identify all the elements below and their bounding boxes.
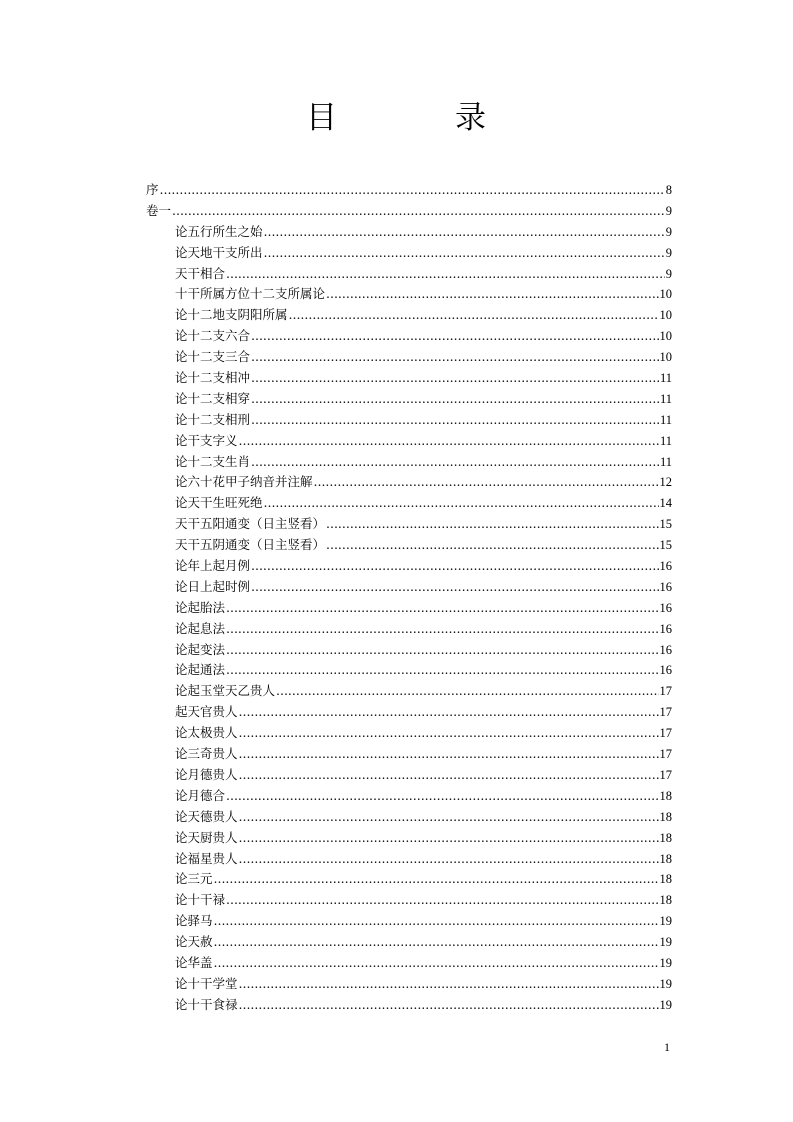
toc-entry[interactable] <box>146 598 672 619</box>
toc-entry-page: 16 <box>659 642 672 657</box>
toc-entry-page: 10 <box>659 329 672 344</box>
toc-dot-leader <box>239 744 659 765</box>
toc-entry-label: 论三元 <box>175 871 213 887</box>
toc-entry-page: 10 <box>659 308 672 323</box>
toc-entry[interactable] <box>146 431 672 452</box>
toc-dot-leader <box>239 849 659 870</box>
toc-entry-label: 论日上起时例 <box>175 578 251 594</box>
toc-entry[interactable] <box>146 389 672 410</box>
toc-entry[interactable] <box>146 953 672 974</box>
toc-entry-page: 17 <box>659 684 672 699</box>
toc-entry-label: 天干五阳通变（日主竖看） <box>175 516 326 532</box>
toc-entry-page: 8 <box>665 183 672 197</box>
toc-entry-label: 论天干生旺死绝 <box>175 495 263 511</box>
toc-entry-label: 序 <box>146 182 159 197</box>
toc-entry[interactable] <box>146 786 672 807</box>
title-char-2: 录 <box>455 100 486 136</box>
toc-entry-page: 9 <box>665 245 672 260</box>
toc-dot-leader <box>251 577 658 598</box>
toc-entry-label: 论十二地支阴阳所属 <box>175 307 288 323</box>
toc-entry[interactable] <box>146 305 672 326</box>
toc-entry-label: 论十二支相穿 <box>175 390 251 406</box>
title-char-1: 目 <box>306 100 337 136</box>
toc-dot-leader <box>314 472 659 493</box>
toc-entry-page: 19 <box>659 976 672 991</box>
toc-entry[interactable] <box>146 577 672 598</box>
toc-entry-page: 19 <box>659 914 672 929</box>
toc-dot-leader <box>326 284 658 305</box>
toc-entry-label: 论年上起月例 <box>175 558 251 574</box>
toc-entry-page: 18 <box>659 851 672 866</box>
toc-entry[interactable] <box>146 410 672 431</box>
toc-entry-page: 10 <box>659 350 672 365</box>
toc-entry-page: 11 <box>659 412 672 427</box>
toc-entry-page: 16 <box>659 600 672 615</box>
toc-entry-page: 19 <box>659 955 672 970</box>
toc-entry-label: 论十二支相冲 <box>175 370 251 386</box>
toc-dot-leader <box>251 410 659 431</box>
toc-dot-leader <box>326 514 658 535</box>
toc-entry-label: 论十二支六合 <box>175 328 251 344</box>
toc-entry-label: 论五行所生之始 <box>175 223 263 239</box>
toc-entry-label: 论十干食禄 <box>175 996 238 1012</box>
toc-dot-leader <box>214 953 659 974</box>
toc-entry-label: 天干相合 <box>175 265 226 281</box>
toc-dot-leader <box>214 932 659 953</box>
toc-entry[interactable] <box>146 347 672 368</box>
toc-entry-page: 12 <box>659 475 672 490</box>
toc-dot-leader <box>264 222 665 243</box>
toc-dot-leader <box>226 264 665 285</box>
toc-entry-label: 论福星贵人 <box>175 850 238 866</box>
toc-entry-page: 18 <box>659 872 672 887</box>
toc-entry-page: 18 <box>659 830 672 845</box>
toc-entry-label: 论十干禄 <box>175 892 226 908</box>
toc-dot-leader <box>251 556 658 577</box>
toc-entry-label: 论月德合 <box>175 787 226 803</box>
toc-entry-page: 19 <box>659 997 672 1012</box>
toc-entry-label: 论天厨贵人 <box>175 829 238 845</box>
toc-entry[interactable] <box>146 472 672 493</box>
toc-dot-leader <box>239 807 659 828</box>
toc-entry[interactable] <box>146 869 672 890</box>
toc-entry-label: 论十二支相刑 <box>175 411 251 427</box>
toc-dot-leader <box>264 243 665 264</box>
toc-entry-label: 论起变法 <box>175 641 226 657</box>
toc-entry-page: 11 <box>659 433 672 448</box>
toc-entry[interactable] <box>146 493 672 514</box>
toc-entry-label: 论月德贵人 <box>175 766 238 782</box>
toc-entry[interactable] <box>146 326 672 347</box>
toc-entry-label: 论起通法 <box>175 662 226 678</box>
toc-entry[interactable] <box>146 932 672 953</box>
toc-entry[interactable] <box>146 744 672 765</box>
toc-entry[interactable] <box>146 995 672 1016</box>
toc-entry-label: 论天德贵人 <box>175 808 238 824</box>
toc-dot-leader <box>251 368 659 389</box>
toc-dot-leader <box>239 431 659 452</box>
toc-entry-page: 9 <box>665 266 672 281</box>
toc-entry-label: 起天官贵人 <box>175 704 238 720</box>
toc-entry-label: 论三奇贵人 <box>175 746 238 762</box>
toc-dot-leader <box>226 598 658 619</box>
toc-dot-leader <box>264 493 659 514</box>
toc-dot-leader <box>239 995 659 1016</box>
toc-entry-page: 11 <box>659 371 672 386</box>
toc-entry-page: 16 <box>659 559 672 574</box>
toc-entry-label: 天干五阴通变（日主竖看） <box>175 537 326 553</box>
toc-entry-page: 9 <box>665 203 672 218</box>
toc-dot-leader <box>239 765 659 786</box>
toc-entry-page: 16 <box>659 579 672 594</box>
toc-entry-label: 论十二支三合 <box>175 349 251 365</box>
toc-entry-page: 18 <box>659 893 672 908</box>
toc-entry[interactable] <box>146 368 672 389</box>
toc-entry[interactable] <box>146 264 672 285</box>
toc-dot-leader <box>251 389 659 410</box>
toc-dot-leader <box>289 305 659 326</box>
toc-dot-leader <box>214 869 659 890</box>
toc-entry-page: 14 <box>659 496 672 511</box>
toc-dot-leader <box>239 974 659 995</box>
toc-entry-page: 10 <box>659 287 672 302</box>
toc-entry-label: 论起息法 <box>175 620 226 636</box>
page-number: 1 <box>664 1040 670 1054</box>
toc-entry[interactable] <box>146 890 672 911</box>
toc-dot-leader <box>226 660 658 681</box>
toc-dot-leader <box>226 786 658 807</box>
toc-entry[interactable] <box>146 556 672 577</box>
toc-entry[interactable] <box>146 284 672 305</box>
toc-dot-leader <box>239 702 659 723</box>
toc-dot-leader <box>214 911 659 932</box>
toc-entry[interactable] <box>146 619 672 640</box>
toc-entry[interactable] <box>146 723 672 744</box>
toc-entry[interactable] <box>146 765 672 786</box>
toc-entry[interactable] <box>146 681 672 702</box>
toc-entry[interactable] <box>146 849 672 870</box>
toc-dot-leader <box>276 681 658 702</box>
toc-entry[interactable] <box>146 452 672 473</box>
toc-entry-page: 11 <box>659 391 672 406</box>
toc-entry-page: 18 <box>659 809 672 824</box>
toc-entry[interactable] <box>146 243 672 264</box>
toc-entry-label: 论六十花甲子纳音并注解 <box>175 474 313 490</box>
toc-entry[interactable] <box>146 974 672 995</box>
toc-entry[interactable] <box>146 180 672 201</box>
toc-dot-leader <box>251 347 658 368</box>
toc-entry-page: 16 <box>659 621 672 636</box>
toc-entry-label: 论太极贵人 <box>175 725 238 741</box>
toc-entry-page: 18 <box>659 788 672 803</box>
toc-dot-leader <box>226 619 658 640</box>
toc-entry[interactable] <box>146 702 672 723</box>
toc-entry-label: 论十干学堂 <box>175 975 238 991</box>
toc-entry-page: 15 <box>659 538 672 553</box>
toc-dot-leader <box>239 723 659 744</box>
toc-dot-leader <box>251 452 659 473</box>
toc-dot-leader <box>226 640 658 661</box>
toc-entry-page: 16 <box>659 663 672 678</box>
toc-entry-label: 论天地干支所出 <box>175 244 263 260</box>
table-of-contents <box>146 180 672 1016</box>
toc-entry[interactable] <box>146 640 672 661</box>
toc-entry[interactable] <box>146 660 672 681</box>
toc-entry[interactable] <box>146 911 672 932</box>
toc-entry[interactable] <box>146 514 672 535</box>
toc-dot-leader <box>326 535 658 556</box>
toc-entry-label: 论天赦 <box>175 934 213 950</box>
toc-entry-label: 论起玉堂天乙贵人 <box>175 683 276 699</box>
toc-entry-page: 15 <box>659 517 672 532</box>
toc-entry[interactable] <box>146 201 672 222</box>
toc-entry-label: 十干所属方位十二支所属论 <box>175 286 326 302</box>
toc-entry-page: 17 <box>659 726 672 741</box>
toc-entry-label: 论干支字义 <box>175 432 238 448</box>
toc-entry[interactable] <box>146 535 672 556</box>
toc-dot-leader <box>226 890 658 911</box>
toc-entry-page: 19 <box>659 935 672 950</box>
toc-entry-page: 17 <box>659 705 672 720</box>
toc-entry-page: 9 <box>665 224 672 239</box>
toc-entry-label: 论华盖 <box>175 954 213 970</box>
toc-dot-leader <box>251 326 658 347</box>
page-title <box>0 96 793 140</box>
toc-dot-leader <box>239 828 659 849</box>
toc-entry-label: 卷一 <box>146 202 172 218</box>
toc-entry-page: 17 <box>659 747 672 762</box>
toc-entry-label: 论驿马 <box>175 913 213 929</box>
toc-dot-leader <box>160 180 665 201</box>
toc-entry-page: 11 <box>659 454 672 469</box>
toc-entry-page: 17 <box>659 767 672 782</box>
toc-dot-leader <box>172 201 665 222</box>
toc-entry[interactable] <box>146 807 672 828</box>
toc-entry-label: 论十二支生肖 <box>175 453 251 469</box>
toc-entry-label: 论起胎法 <box>175 599 226 615</box>
toc-entry[interactable] <box>146 828 672 849</box>
toc-entry[interactable] <box>146 222 672 243</box>
